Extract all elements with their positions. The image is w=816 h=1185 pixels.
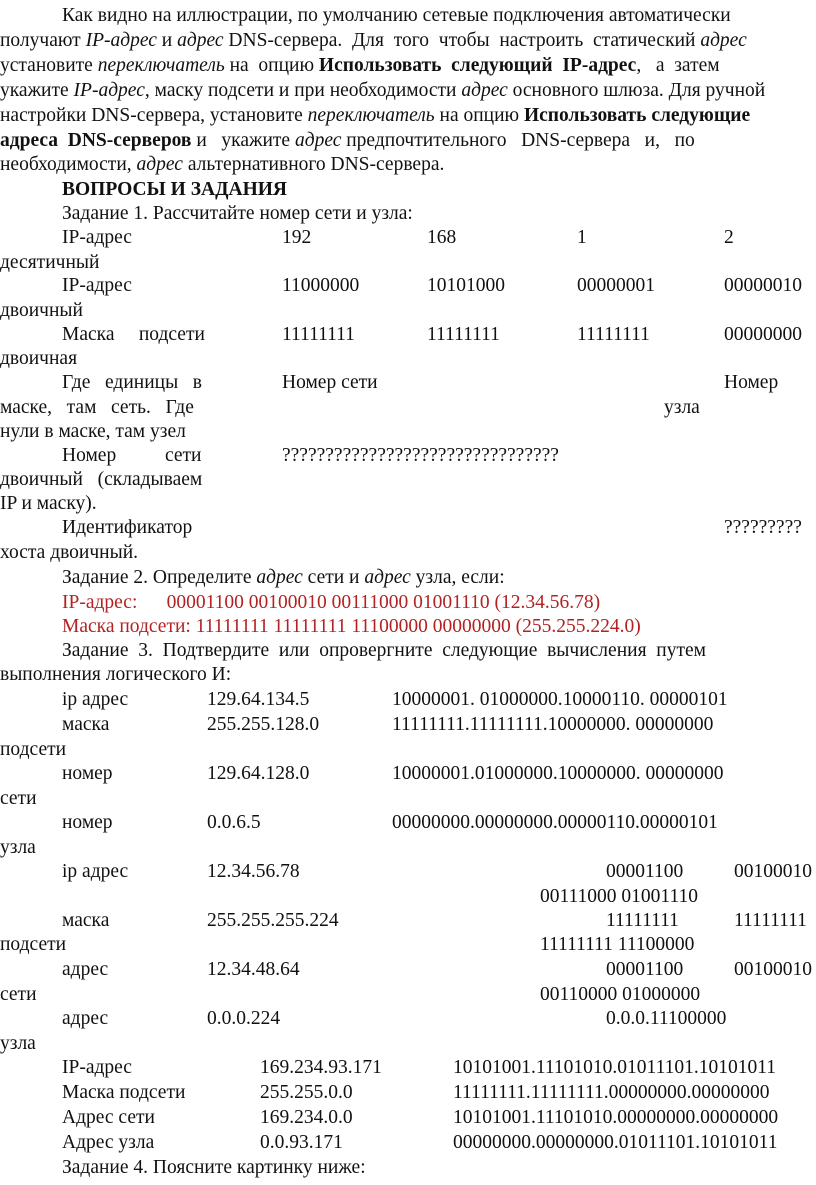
task1-hostid-line-2: хоста двоичный. bbox=[0, 542, 139, 563]
intro-line-3: установите переключатель на опцию Использовать следующий IP-адрес, а затем bbox=[0, 55, 720, 76]
task3a-row4-bin: 00000000.00000000.00000110.00000101 bbox=[392, 812, 718, 833]
task1-where-line-2: маске, там сеть. Где bbox=[0, 397, 194, 418]
task1-row1-c1: 192 bbox=[282, 227, 312, 248]
task3a-row3-label-2: сети bbox=[0, 788, 37, 809]
task1-netbin-value: ???????????????????????????????? bbox=[282, 445, 559, 466]
task1-hostid-line-1: Идентификатор bbox=[62, 517, 193, 538]
task1-row3-c3: 11111111 bbox=[577, 324, 650, 345]
task1-row1-label-2: десятичный bbox=[0, 252, 100, 273]
task1-row2-c2: 10101000 bbox=[427, 275, 505, 296]
task3a-row2-label-2: подсети bbox=[0, 739, 67, 760]
task3b-row4-dec: 0.0.0.224 bbox=[207, 1008, 281, 1029]
task1-row2-c3: 00000001 bbox=[577, 275, 655, 296]
task2-title: Задание 2. Определите адрес сети и адрес узла, если: bbox=[62, 567, 505, 588]
task3c-row2-dec: 255.255.0.0 bbox=[260, 1082, 353, 1103]
task3c-row3-dec: 169.234.0.0 bbox=[260, 1107, 353, 1128]
task3a-row3-bin: 10000001.01000000.10000000. 00000000 bbox=[392, 763, 724, 784]
task3c-row3-label: Адрес сети bbox=[62, 1107, 155, 1128]
task1-row1-label: IP-адрес bbox=[62, 227, 132, 248]
task3b-row3-bin-a: 00001100 bbox=[606, 959, 684, 980]
task3a-row3-dec: 129.64.128.0 bbox=[207, 763, 310, 784]
task1-hostid-value: ????????? bbox=[724, 517, 802, 538]
questions-heading: ВОПРОСЫ И ЗАДАНИЯ bbox=[62, 179, 287, 200]
task3c-row4-dec: 0.0.93.171 bbox=[260, 1132, 343, 1153]
task1-row1-c2: 168 bbox=[427, 227, 457, 248]
task1-row1-c3: 1 bbox=[577, 227, 587, 248]
task3b-row2-bin-a: 11111111 bbox=[606, 910, 679, 931]
task1-row3-c4: 00000000 bbox=[724, 324, 802, 345]
task3c-row2-bin: 11111111.11111111.00000000.00000000 bbox=[453, 1082, 770, 1103]
task1-where-line-1: Где единицы в bbox=[62, 372, 203, 393]
task2-ip: IP-адрес: 00001100 00100010 00111000 01001110 (12.34.56.78) bbox=[62, 592, 601, 613]
task3b-row2-bin-b: 11111111 bbox=[734, 910, 807, 931]
task1-row3-c2: 11111111 bbox=[427, 324, 500, 345]
task1-row3-label-2: двоичная bbox=[0, 348, 78, 369]
task3b-row4-label-2: узла bbox=[0, 1033, 36, 1054]
task1-where-line-3: нули в маске, там узел bbox=[0, 421, 186, 442]
task3b-row4-bin: 0.0.0.11100000 bbox=[606, 1008, 727, 1029]
task3a-row3-label: номер bbox=[62, 763, 113, 784]
task1-net-number: Номер сети bbox=[282, 372, 378, 393]
task3c-row1-label: IP-адрес bbox=[62, 1057, 132, 1078]
task3b-row2-dec: 255.255.255.224 bbox=[207, 910, 339, 931]
task3a-row4-dec: 0.0.6.5 bbox=[207, 812, 261, 833]
task1-row2-label-2: двоичный bbox=[0, 300, 83, 321]
task3a-row2-bin: 11111111.11111111.10000000. 00000000 bbox=[392, 714, 714, 735]
intro-line-2: получают IP-адрес и адрес DNS-сервера. Для того чтобы настроить статический адрес bbox=[0, 30, 747, 51]
task1-netbin-line-2: двоичный (складываем bbox=[0, 469, 203, 490]
task3b-row2-bin-2: 11111111 11100000 bbox=[540, 934, 695, 955]
task1-title: Задание 1. Рассчитайте номер сети и узла: bbox=[62, 203, 413, 224]
task2-mask: Маска подсети: 11111111 11111111 11100000 00000000 (255.255.224.0) bbox=[62, 616, 641, 637]
intro-line-5: настройки DNS-сервера, установите переключатель на опцию Использовать следующие bbox=[0, 105, 751, 126]
task1-row2-c1: 11000000 bbox=[282, 275, 360, 296]
intro-line-6: адреса DNS-серверов и укажите адрес предпочтительного DNS-сервера и, по bbox=[0, 130, 695, 151]
task1-row3-c1: 11111111 bbox=[282, 324, 355, 345]
task3c-row1-dec: 169.234.93.171 bbox=[260, 1057, 382, 1078]
task3b-row1-dec: 12.34.56.78 bbox=[207, 861, 300, 882]
task1-row2-label: IP-адрес bbox=[62, 275, 132, 296]
task1-host-number-2: узла bbox=[664, 397, 700, 418]
task3c-row4-bin: 00000000.00000000.01011101.10101011 bbox=[453, 1132, 778, 1153]
task4-title: Задание 4. Поясните картинку ниже: bbox=[62, 1157, 366, 1178]
task3b-row1-label: ip адрес bbox=[62, 861, 129, 882]
task3b-row3-bin-b: 00100010 bbox=[734, 959, 812, 980]
task1-netbin-line-3: IP и маску). bbox=[0, 493, 97, 514]
task3b-row1-bin-b: 00100010 bbox=[734, 861, 812, 882]
task3a-row4-label: номер bbox=[62, 812, 113, 833]
task1-host-number: Номер bbox=[724, 372, 779, 393]
task3-title-line-2: выполнения логического И: bbox=[0, 664, 232, 685]
task3c-row3-bin: 10101001.11101010.00000000.00000000 bbox=[453, 1107, 779, 1128]
task1-netbin-line-1: Номер сети bbox=[62, 445, 202, 466]
task3a-row4-label-2: узла bbox=[0, 837, 36, 858]
task3c-row4-label: Адрес узла bbox=[62, 1132, 155, 1153]
task3b-row1-bin-a: 00001100 bbox=[606, 861, 684, 882]
task3a-row1-bin: 10000001. 01000000.10000110. 00000101 bbox=[392, 689, 728, 710]
task3b-row3-dec: 12.34.48.64 bbox=[207, 959, 300, 980]
task3a-row1-label: ip адрес bbox=[62, 689, 129, 710]
task1-row2-c4: 00000010 bbox=[724, 275, 802, 296]
task3b-row1-bin-2: 00111000 01001110 bbox=[540, 886, 698, 907]
task3b-row3-label: адрес bbox=[62, 959, 109, 980]
task3b-row4-label: адрес bbox=[62, 1008, 109, 1029]
task3a-row2-label: маска bbox=[62, 714, 110, 735]
task1-row3-label: Маска подсети bbox=[62, 324, 205, 345]
task3c-row1-bin: 10101001.11101010.01011101.10101011 bbox=[453, 1057, 777, 1078]
task3a-row2-dec: 255.255.128.0 bbox=[207, 714, 320, 735]
task3b-row2-label: маска bbox=[62, 910, 110, 931]
intro-line-7: необходимости, адрес альтернативного DNS-сервера. bbox=[0, 154, 445, 175]
task3a-row1-dec: 129.64.134.5 bbox=[207, 689, 310, 710]
intro-line-4: укажите IP-адрес, маску подсети и при необходимости адрес основного шлюза. Для ручной bbox=[0, 80, 766, 101]
task3b-row2-label-2: подсети bbox=[0, 934, 67, 955]
task3b-row3-bin-2: 00110000 01000000 bbox=[540, 984, 701, 1005]
task3b-row3-label-2: сети bbox=[0, 984, 37, 1005]
intro-line-1: Как видно на иллюстрации, по умолчанию сетевые подключения автоматически bbox=[62, 5, 731, 26]
task3-title-line-1: Задание 3. Подтвердите или опровергните следующие вычисления путем bbox=[62, 640, 706, 661]
task3c-row2-label: Маска подсети bbox=[62, 1082, 186, 1103]
task1-row1-c4: 2 bbox=[724, 227, 734, 248]
